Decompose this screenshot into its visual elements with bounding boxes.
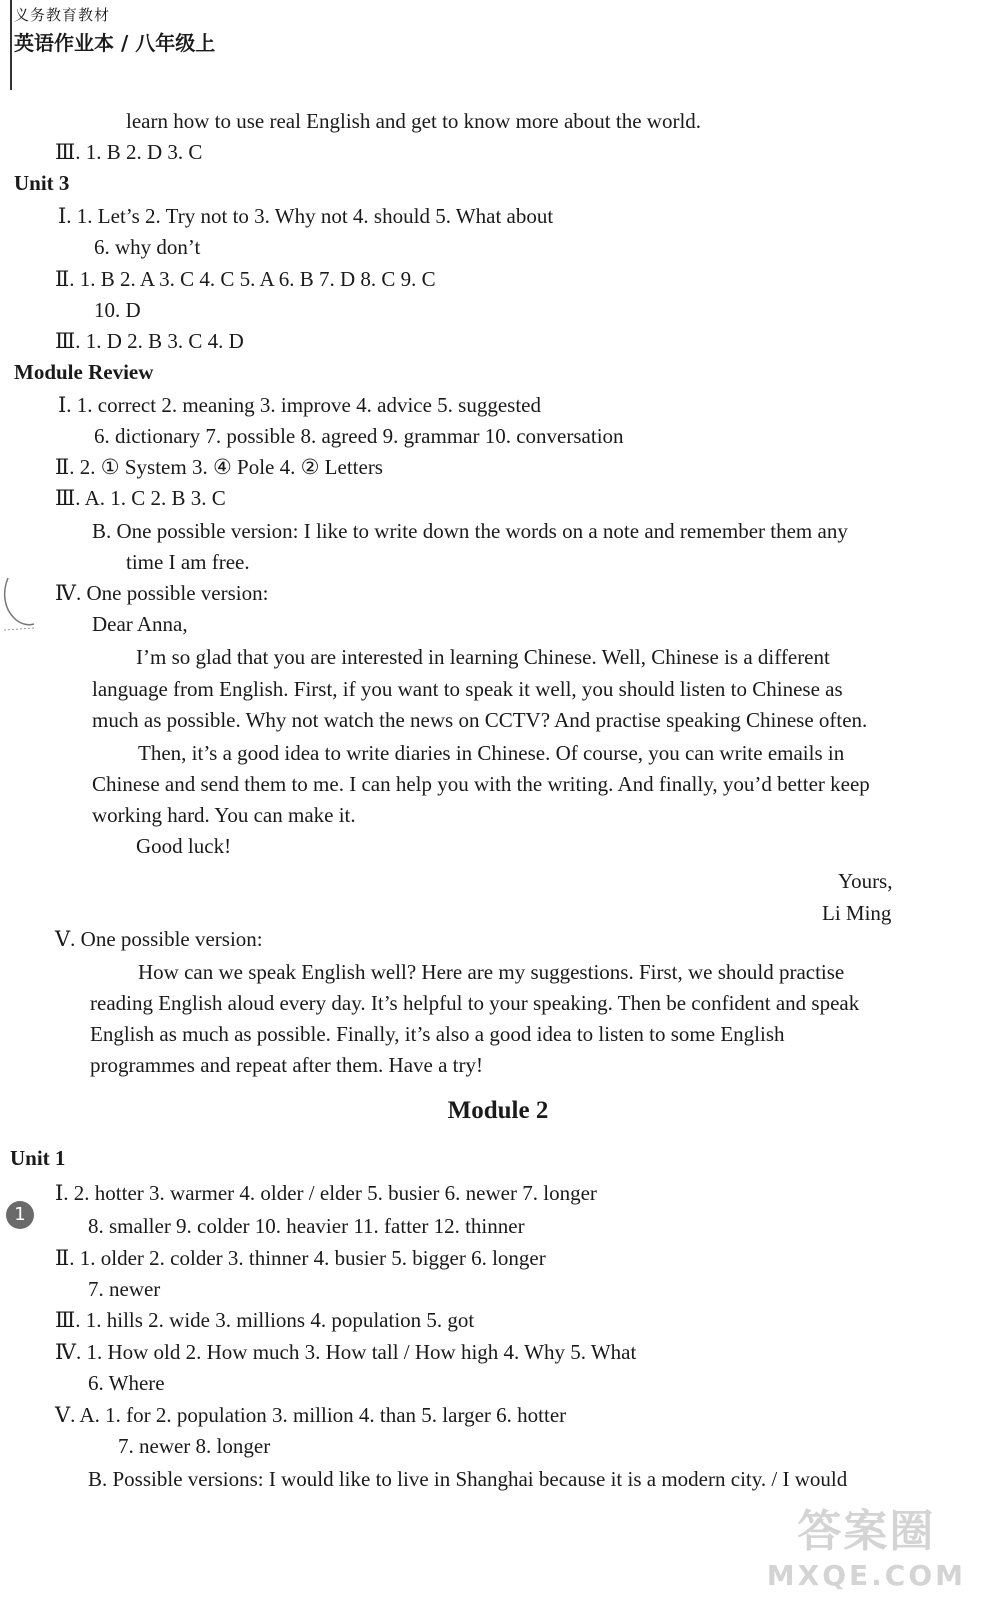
answer-line: Ⅲ. 1. D 2. B 3. C 4. D — [55, 329, 244, 353]
section-heading: Unit 1 — [10, 1146, 66, 1170]
letter-text: I’m so glad that you are interested in learning Chinese. Well, Chinese is a different — [136, 645, 830, 669]
answer-line: 6. why don’t — [94, 235, 201, 259]
answer-line: Ⅲ. A. 1. C 2. B 3. C — [55, 486, 226, 510]
text-line: B. Possible versions: I would like to live in Shanghai because it is a modern city. / I would — [88, 1467, 848, 1491]
answer-line: Ⅱ. 1. B 2. A 3. C 4. C 5. A 6. B 7. D 8. C 9. C — [55, 267, 436, 291]
section-heading: Module Review — [14, 360, 154, 384]
letter-greeting: Dear Anna, — [92, 612, 188, 636]
page-header — [14, 4, 215, 56]
text-line: How can we speak English well? Here are my suggestions. First, we should practise — [138, 960, 845, 984]
header-title: 英语作业本 / 八年级上 — [14, 31, 216, 55]
text-line: English as much as possible. Finally, it’s also a good idea to listen to some English — [90, 1022, 785, 1046]
answer-line: Ⅰ. 1. Let’s 2. Try not to 3. Why not 4. should 5. What about — [58, 204, 554, 228]
answer-line: 7. newer — [88, 1277, 161, 1301]
module-title: Module 2 — [447, 1097, 549, 1124]
text-line: programmes and repeat after them. Have a try! — [90, 1053, 483, 1077]
letter-text: Then, it’s a good idea to write diaries in Chinese. Of course, you can write emails in — [138, 741, 845, 765]
answer-line: Ⅳ. One possible version: — [55, 581, 269, 605]
answer-line: Ⅱ. 1. older 2. colder 3. thinner 4. busier 5. bigger 6. longer — [55, 1246, 546, 1270]
answer-line: 6. dictionary 7. possible 8. agreed 9. grammar 10. conversation — [94, 424, 624, 448]
letter-closing: Good luck! — [136, 834, 232, 858]
answer-line: 6. Where — [88, 1371, 165, 1395]
letter-text: much as possible. Why not watch the news on CCTV? And practise speaking Chinese often. — [92, 708, 868, 732]
letter-text: working hard. You can make it. — [92, 803, 356, 827]
header-subtitle: 义务教育教材 — [14, 6, 111, 24]
answer-line: 8. smaller 9. colder 10. heavier 11. fatter 12. thinner — [88, 1214, 525, 1238]
text-line: learn how to use real English and get to know more about the world. — [126, 109, 702, 133]
answer-line: Ⅲ. 1. hills 2. wide 3. millions 4. population 5. got — [55, 1308, 475, 1332]
letter-text: language from English. First, if you want to speak it well, you should listen to Chinese as — [92, 677, 843, 701]
text-line: reading English aloud every day. It’s helpful to your speaking. Then be confident and speak — [90, 991, 860, 1015]
answer-line: Ⅱ. 2. ① System 3. ④ Pole 4. ② Letters — [55, 455, 383, 479]
answer-line: Ⅳ. 1. How old 2. How much 3. How tall / How high 4. Why 5. What — [55, 1340, 637, 1364]
header-rule — [10, 0, 12, 90]
letter-text: Chinese and send them to me. I can help you with the writing. And finally, you’d better keep — [92, 772, 870, 796]
watermark-logo: 答案圈 MXQE.COM — [766, 1506, 966, 1592]
answer-line: 7. newer 8. longer — [118, 1434, 271, 1458]
badge-icon: 1 — [6, 1201, 34, 1229]
margin-sketch-icon — [0, 574, 36, 638]
answer-line: Ⅰ. 2. hotter 3. warmer 4. older / elder 5. busier 6. newer 7. longer — [55, 1181, 597, 1205]
answer-line: Ⅴ. One possible version: — [55, 927, 263, 951]
text-line: time I am free. — [126, 550, 250, 574]
letter-signature: Li Ming — [822, 901, 892, 925]
answer-line: Ⅲ. 1. B 2. D 3. C — [55, 140, 203, 164]
answer-line: 10. D — [94, 298, 141, 322]
answer-line: Ⅰ. 1. correct 2. meaning 3. improve 4. advice 5. suggested — [58, 393, 541, 417]
letter-signoff: Yours, — [838, 869, 893, 893]
text-line: B. One possible version: I like to write down the words on a note and remember them any — [92, 519, 848, 543]
section-heading: Unit 3 — [14, 171, 70, 195]
answer-line: Ⅴ. A. 1. for 2. population 3. million 4. than 5. larger 6. hotter — [55, 1403, 567, 1427]
